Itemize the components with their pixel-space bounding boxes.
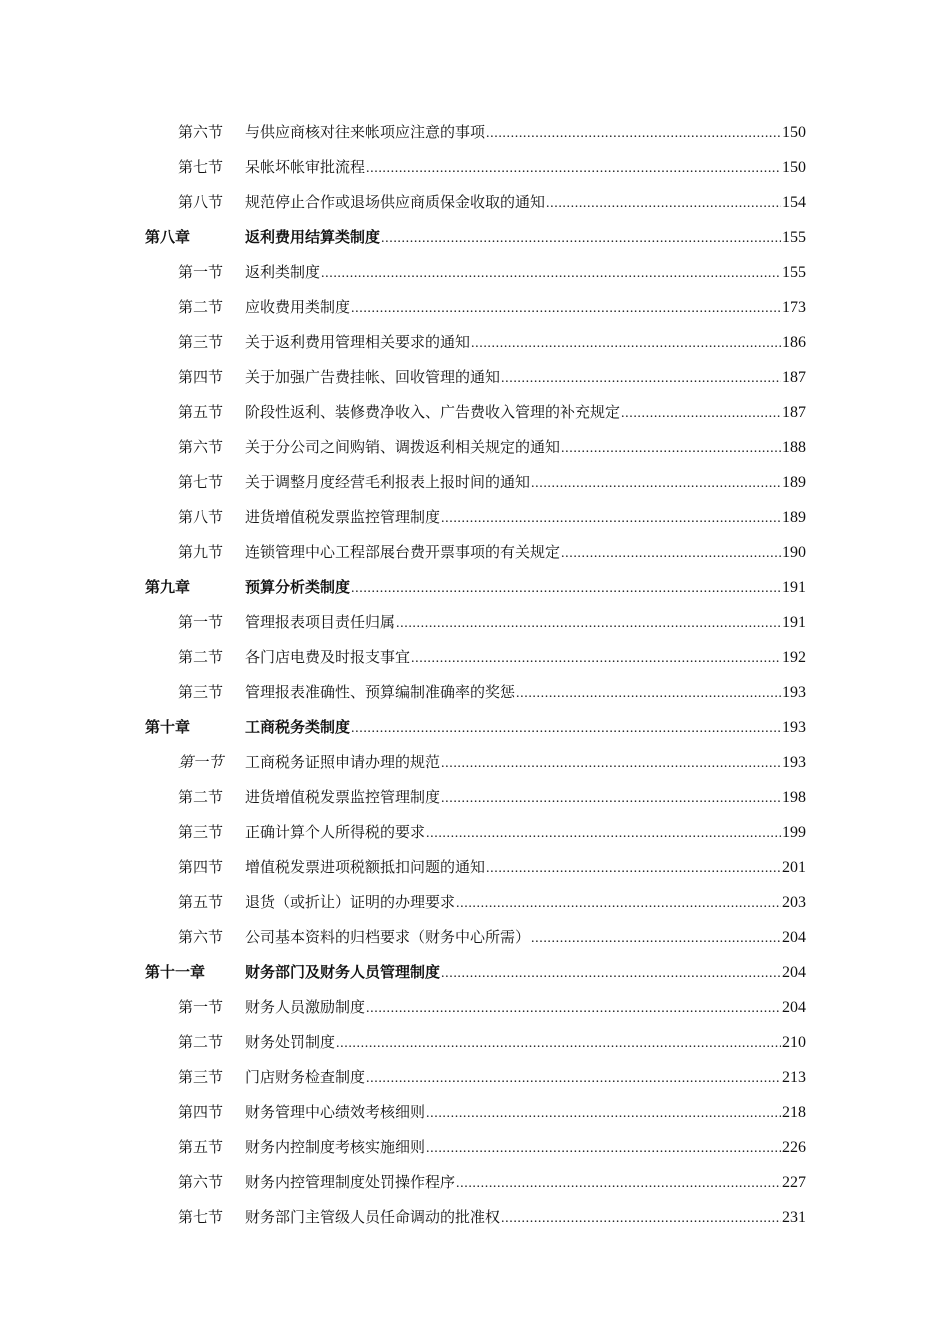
toc-section-row[interactable] (0, 115, 950, 150)
toc-entry-line (245, 535, 806, 571)
toc-section-row[interactable] (0, 885, 950, 920)
toc-section-row[interactable] (0, 780, 950, 815)
toc-entry-line (245, 290, 806, 326)
toc-entry-line (245, 815, 806, 851)
toc-entry-title: 返利类制度 (245, 263, 321, 282)
toc-section-row[interactable] (0, 290, 950, 325)
toc-entry-title: 退货（或折让）证明的办理要求 (245, 893, 456, 912)
dot-leader (486, 116, 781, 151)
toc-entry-line (245, 115, 806, 151)
toc-entry-number: 第四节 (178, 858, 224, 877)
toc-section-row[interactable] (0, 1165, 950, 1200)
dot-leader (531, 921, 781, 956)
toc-entry-line (245, 570, 806, 606)
toc-entry-page-number: 218 (782, 1104, 806, 1122)
toc-entry-number: 第二节 (178, 788, 224, 807)
toc-entry-line (245, 1060, 806, 1096)
toc-entry-line (245, 500, 806, 536)
toc-entry-title: 进货增值税发票监控管理制度 (245, 508, 441, 527)
toc-entry-line (245, 185, 806, 221)
dot-leader (426, 1096, 781, 1131)
toc-entry-line (245, 850, 806, 886)
dot-leader (366, 991, 781, 1026)
toc-entry-number: 第二节 (178, 1033, 224, 1052)
toc-section-row[interactable] (0, 430, 950, 465)
toc-entry-page-number: 191 (782, 579, 806, 597)
toc-entry-page-number: 210 (782, 1034, 806, 1052)
toc-entry-page-number: 227 (782, 1174, 806, 1192)
toc-entry-title: 工商税务证照申请办理的规范 (245, 753, 441, 772)
toc-entry-title: 预算分析类制度 (245, 578, 351, 597)
toc-entry-title: 连锁管理中心工程部展台费开票事项的有关规定 (245, 543, 561, 562)
toc-entry-title: 财务部门主管级人员任命调动的批准权 (245, 1208, 501, 1227)
toc-entry-title: 财务处罚制度 (245, 1033, 336, 1052)
dot-leader (411, 641, 781, 676)
toc-entry-title: 增值税发票进项税额抵扣问题的通知 (245, 858, 486, 877)
toc-entry-line (245, 990, 806, 1026)
toc-entry-page-number: 192 (782, 649, 806, 667)
toc-entry-page-number: 155 (782, 229, 806, 247)
toc-entry-title: 关于加强广告费挂帐、回收管理的通知 (245, 368, 501, 387)
toc-entry-title: 管理报表项目责任归属 (245, 613, 396, 632)
dot-leader (501, 361, 781, 396)
toc-entry-line (245, 1130, 806, 1166)
toc-entry-number: 第八节 (178, 193, 224, 212)
toc-entry-page-number: 203 (782, 894, 806, 912)
toc-entry-page-number: 193 (782, 719, 806, 737)
toc-section-row[interactable] (0, 675, 950, 710)
toc-entry-title: 财务内控制度考核实施细则 (245, 1138, 426, 1157)
toc-entry-page-number: 213 (782, 1069, 806, 1087)
dot-leader (441, 956, 781, 991)
toc-entry-number: 第一节 (178, 613, 224, 632)
toc-entry-line (245, 430, 806, 466)
toc-entry-line (245, 780, 806, 816)
toc-entry-line (245, 220, 806, 256)
toc-entry-page-number: 187 (782, 404, 806, 422)
dot-leader (471, 326, 781, 361)
toc-entry-page-number: 201 (782, 859, 806, 877)
toc-entry-number: 第六节 (178, 928, 224, 947)
toc-section-row[interactable] (0, 605, 950, 640)
toc-entry-line (245, 675, 806, 711)
toc-section-row[interactable] (0, 640, 950, 675)
toc-section-row[interactable] (0, 255, 950, 290)
toc-entry-page-number: 154 (782, 194, 806, 212)
toc-entry-page-number: 191 (782, 614, 806, 632)
toc-entry-number: 第六节 (178, 1173, 224, 1192)
toc-entry-title: 工商税务类制度 (245, 718, 351, 737)
toc-entry-number: 第四节 (178, 1103, 224, 1122)
toc-chapter-row[interactable] (0, 220, 950, 255)
toc-entry-number: 第三节 (178, 1068, 224, 1087)
toc-entry-title: 财务内控管理制度处罚操作程序 (245, 1173, 456, 1192)
toc-entry-title: 进货增值税发票监控管理制度 (245, 788, 441, 807)
toc-entry-page-number: 199 (782, 824, 806, 842)
toc-entry-title: 财务人员激励制度 (245, 998, 366, 1017)
dot-leader (486, 851, 781, 886)
toc-entry-number: 第三节 (178, 823, 224, 842)
dot-leader (456, 1166, 781, 1201)
toc-entry-title: 规范停止合作或退场供应商质保金收取的通知 (245, 193, 546, 212)
toc-section-row[interactable] (0, 465, 950, 500)
toc-entry-number: 第七节 (178, 158, 224, 177)
toc-chapter-row[interactable] (0, 570, 950, 605)
toc-entry-number: 第九章 (145, 578, 191, 597)
toc-entry-line (245, 150, 806, 186)
dot-leader (321, 256, 781, 291)
toc-entry-line (245, 605, 806, 641)
toc-entry-number: 第八章 (145, 228, 191, 247)
toc-entry-number: 第十章 (145, 718, 191, 737)
toc-entry-title: 公司基本资料的归档要求（财务中心所需） (245, 928, 531, 947)
toc-entry-page-number: 173 (782, 299, 806, 317)
toc-entry-page-number: 204 (782, 929, 806, 947)
toc-entry-title: 返利费用结算类制度 (245, 228, 381, 247)
dot-leader (561, 536, 781, 571)
toc-entry-page-number: 155 (782, 264, 806, 282)
toc-entry-title: 与供应商核对往来帐项应注意的事项 (245, 123, 486, 141)
dot-leader (441, 781, 781, 816)
toc-entry-line (245, 1200, 806, 1236)
dot-leader (366, 1061, 781, 1096)
toc-entry-number: 第三节 (178, 683, 224, 702)
toc-section-row[interactable] (0, 990, 950, 1025)
dot-leader (441, 501, 781, 536)
dot-leader (426, 816, 781, 851)
toc-entry-number: 第七节 (178, 1208, 224, 1227)
toc-entry-title: 关于分公司之间购销、调拨返利相关规定的通知 (245, 438, 561, 457)
toc-entry-number: 第一节 (178, 263, 224, 282)
toc-section-row[interactable] (0, 815, 950, 850)
toc-entry-number: 第五节 (178, 403, 224, 422)
toc-entry-line (245, 325, 806, 361)
toc-entry-title: 阶段性返利、装修费净收入、广告费收入管理的补充规定 (245, 403, 621, 422)
toc-entry-line (245, 1165, 806, 1201)
toc-entry-page-number: 189 (782, 509, 806, 527)
toc-entry-title: 管理报表准确性、预算编制准确率的奖惩 (245, 683, 516, 702)
toc-entry-page-number: 193 (782, 754, 806, 772)
table-of-contents (0, 115, 950, 1236)
toc-section-row[interactable] (0, 325, 950, 360)
toc-entry-line (245, 640, 806, 676)
toc-section-row[interactable] (0, 745, 950, 780)
toc-entry-number: 第七节 (178, 473, 224, 492)
toc-entry-page-number: 204 (782, 999, 806, 1017)
toc-entry-page-number: 189 (782, 474, 806, 492)
dot-leader (351, 711, 781, 746)
dot-leader (441, 746, 781, 781)
toc-entry-title: 财务管理中心绩效考核细则 (245, 1103, 426, 1122)
toc-chapter-row[interactable] (0, 710, 950, 745)
dot-leader (621, 396, 781, 431)
toc-section-row[interactable] (0, 1095, 950, 1130)
dot-leader (561, 431, 781, 466)
dot-leader (501, 1201, 781, 1236)
dot-leader (426, 1131, 781, 1166)
toc-section-row[interactable] (0, 1200, 950, 1235)
toc-entry-number: 第九节 (178, 543, 224, 562)
dot-leader (336, 1026, 781, 1061)
dot-leader (516, 676, 781, 711)
toc-section-row[interactable] (0, 850, 950, 885)
toc-section-row[interactable] (0, 500, 950, 535)
toc-entry-line (245, 955, 806, 991)
toc-section-row[interactable] (0, 1130, 950, 1165)
toc-entry-page-number: 190 (782, 544, 806, 562)
toc-section-row[interactable] (0, 185, 950, 220)
dot-leader (546, 186, 781, 221)
dot-leader (351, 571, 781, 606)
toc-entry-title: 呆帐坏帐审批流程 (245, 158, 366, 177)
toc-section-row[interactable] (0, 360, 950, 395)
toc-entry-page-number: 231 (782, 1209, 806, 1227)
dot-leader (366, 151, 781, 186)
toc-entry-number: 第三节 (178, 333, 224, 352)
toc-entry-title: 关于调整月度经营毛利报表上报时间的通知 (245, 473, 531, 492)
toc-entry-number: 第二节 (178, 298, 224, 317)
toc-entry-number: 第五节 (178, 1138, 224, 1157)
toc-section-row[interactable] (0, 395, 950, 430)
toc-entry-line (245, 1095, 806, 1131)
toc-entry-number: 第一节 (178, 998, 224, 1017)
toc-entry-number: 第六节 (178, 123, 224, 141)
dot-leader (351, 291, 781, 326)
toc-entry-line (245, 710, 806, 746)
toc-entry-page-number: 187 (782, 369, 806, 387)
toc-entry-title: 门店财务检查制度 (245, 1068, 366, 1087)
dot-leader (381, 221, 781, 256)
toc-entry-number: 第八节 (178, 508, 224, 527)
dot-leader (531, 466, 781, 501)
toc-entry-line (245, 1025, 806, 1061)
toc-entry-title: 正确计算个人所得税的要求 (245, 823, 426, 842)
toc-entry-page-number: 226 (782, 1139, 806, 1157)
toc-entry-page-number: 193 (782, 684, 806, 702)
toc-entry-page-number: 150 (782, 124, 806, 141)
toc-section-row[interactable] (0, 920, 950, 955)
dot-leader (456, 886, 781, 921)
toc-section-row[interactable] (0, 1060, 950, 1095)
toc-entry-title: 应收费用类制度 (245, 298, 351, 317)
toc-entry-number: 第五节 (178, 893, 224, 912)
toc-section-row[interactable] (0, 535, 950, 570)
toc-section-row[interactable] (0, 150, 950, 185)
toc-entry-number: 第二节 (178, 648, 224, 667)
toc-entry-page-number: 198 (782, 789, 806, 807)
toc-entry-page-number: 186 (782, 334, 806, 352)
toc-entry-line (245, 920, 806, 956)
toc-entry-line (245, 360, 806, 396)
toc-entry-line (245, 395, 806, 431)
toc-entry-line (245, 255, 806, 291)
toc-entry-number: 第四节 (178, 368, 224, 387)
toc-entry-page-number: 204 (782, 964, 806, 982)
toc-entry-line (245, 745, 806, 781)
toc-section-row[interactable] (0, 1025, 950, 1060)
toc-entry-page-number: 188 (782, 439, 806, 457)
toc-chapter-row[interactable] (0, 955, 950, 990)
toc-entry-page-number: 150 (782, 159, 806, 177)
toc-entry-line (245, 885, 806, 921)
toc-entry-title: 财务部门及财务人员管理制度 (245, 963, 441, 982)
toc-entry-title: 关于返利费用管理相关要求的通知 (245, 333, 471, 352)
toc-entry-line (245, 465, 806, 501)
toc-entry-title: 各门店电费及时报支事宜 (245, 648, 411, 667)
toc-entry-number: 第六节 (178, 438, 224, 457)
toc-entry-number: 第一节 (178, 753, 224, 772)
toc-entry-number: 第十一章 (145, 963, 206, 982)
dot-leader (396, 606, 781, 641)
